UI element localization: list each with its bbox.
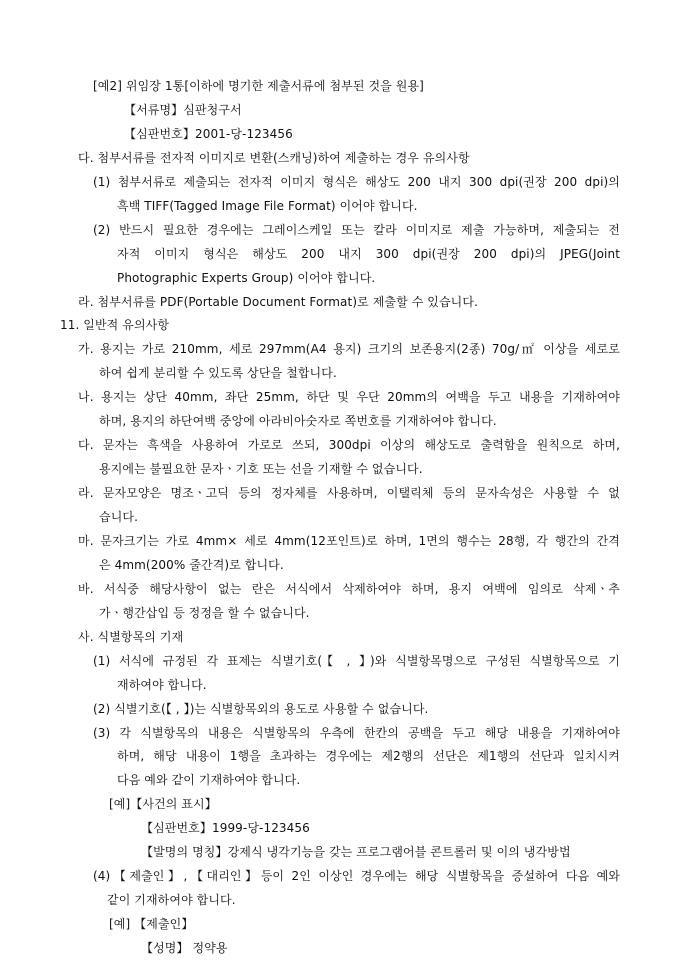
text-line: 나. 용지는 상단 40mm, 좌단 25mm, 하단 및 우단 20mm의 여백을 두고 내용을 기재하여야	[78, 390, 620, 404]
text-line: 라. 문자모양은 명조ㆍ고딕 등의 정자체를 사용하며, 이탤릭체 등의 문자속성은 사용할 수 없	[78, 486, 620, 500]
text-line: 【성명】 정약용	[141, 941, 228, 955]
text-line: [예2] 위임장 1통[이하에 명기한 제출서류에 첨부된 것을 원용]	[93, 79, 424, 93]
text-line: 마. 문자크기는 가로 4mm× 세로 4mm(12포인트)로 하며, 1면의 행수는 28행, 각 행간의 간격	[78, 534, 620, 548]
text-line: (2) 반드시 필요한 경우에는 그레이스케일 또는 칼라 이미지로 제출 가능하며, 제출되는 전	[93, 223, 620, 237]
text-line: 용지에는 불필요한 문자ㆍ기호 또는 선을 기재할 수 없습니다.	[99, 462, 423, 476]
section-heading: 11. 일반적 유의사항	[60, 318, 170, 332]
text-line: (1) 첨부서류로 제출되는 전자적 이미지 형식은 해상도 200 내지 300 dpi(권장 200 dpi)의	[93, 175, 620, 189]
text-line: 하여 쉽게 분리할 수 있도록 상단을 철합니다.	[99, 366, 337, 380]
text-line: (1) 서식에 규정된 각 표제는 식별기호(【 , 】)와 식별항목명으로 구성된 식별항목으로 기	[93, 654, 620, 668]
text-line: 재하여야 합니다.	[117, 678, 207, 692]
text-line: 【발명의 명칭】강제식 냉각기능을 갖는 프로그램어블 콘트롤러 및 이의 냉각방법	[141, 845, 571, 859]
text-line: 같이 기재하여야 합니다.	[107, 893, 236, 907]
text-line: 하며, 용지의 하단여백 중앙에 아라비아숫자로 쪽번호를 기재하여야 합니다.	[99, 414, 497, 428]
text-line: 흑백 TIFF(Tagged Image File Format) 이어야 합니다.	[117, 199, 418, 213]
text-line: 은 4mm(200% 줄간격)로 합니다.	[99, 558, 284, 572]
example-label: [예]【사건의 표시】	[109, 797, 217, 811]
text-line: 다. 첨부서류를 전자적 이미지로 변환(스캐닝)하여 제출하는 경우 유의사항	[78, 151, 470, 165]
text-line: (2) 식별기호(【 , 】)는 식별항목외의 용도로 사용할 수 없습니다.	[93, 702, 429, 716]
text-line: 사. 식별항목의 기재	[78, 630, 184, 644]
text-line: 하며, 해당 내용이 1행을 초과하는 경우에는 제2행의 선단은 제1행의 선단과 일치시켜	[117, 749, 620, 763]
text-line: 【심판번호】1999-당-123456	[141, 821, 310, 835]
text-line: 바. 서식중 해당사항이 없는 란은 서식에서 삭제하여야 하며, 용지 여백에 임의로 삭제ㆍ추	[78, 582, 620, 596]
example-label: [예] 【제출인】	[109, 917, 194, 931]
text-line: 【서류명】심판청구서	[124, 103, 242, 117]
text-line: (4)【제출인】,【대리인】등이 2인 이상인 경우에는 해당 식별항목을 증설하여 다음 예와	[93, 869, 620, 883]
text-line: (3) 각 식별항목의 내용은 식별항목의 우측에 한칸의 공백을 두고 해당 내용을 기재하여야	[93, 726, 620, 740]
text-line: 라. 첨부서류를 PDF(Portable Document Format)로 제출할 수 있습니다.	[78, 295, 478, 309]
text-line: 가ㆍ행간삽입 등 정정을 할 수 없습니다.	[99, 606, 310, 620]
text-line: 다. 문자는 흑색을 사용하여 가로로 쓰되, 300dpi 이상의 해상도로 출력함을 원칙으로 하며,	[78, 438, 620, 452]
text-line: 습니다.	[99, 510, 138, 524]
text-line: 자적 이미지 형식은 해상도 200 내지 300 dpi(권장 200 dpi)의 JPEG(Joint	[117, 247, 620, 261]
text-line: 【심판번호】2001-당-123456	[124, 127, 293, 141]
text-line: 다음 예와 같이 기재하여야 합니다.	[117, 773, 301, 787]
text-line: 가. 용지는 가로 210mm, 세로 297mm(A4 용지) 크기의 보존용지(2종) 70g/㎡ 이상을 세로로	[78, 342, 620, 356]
text-line: Photographic Experts Group) 이어야 합니다.	[117, 271, 376, 285]
